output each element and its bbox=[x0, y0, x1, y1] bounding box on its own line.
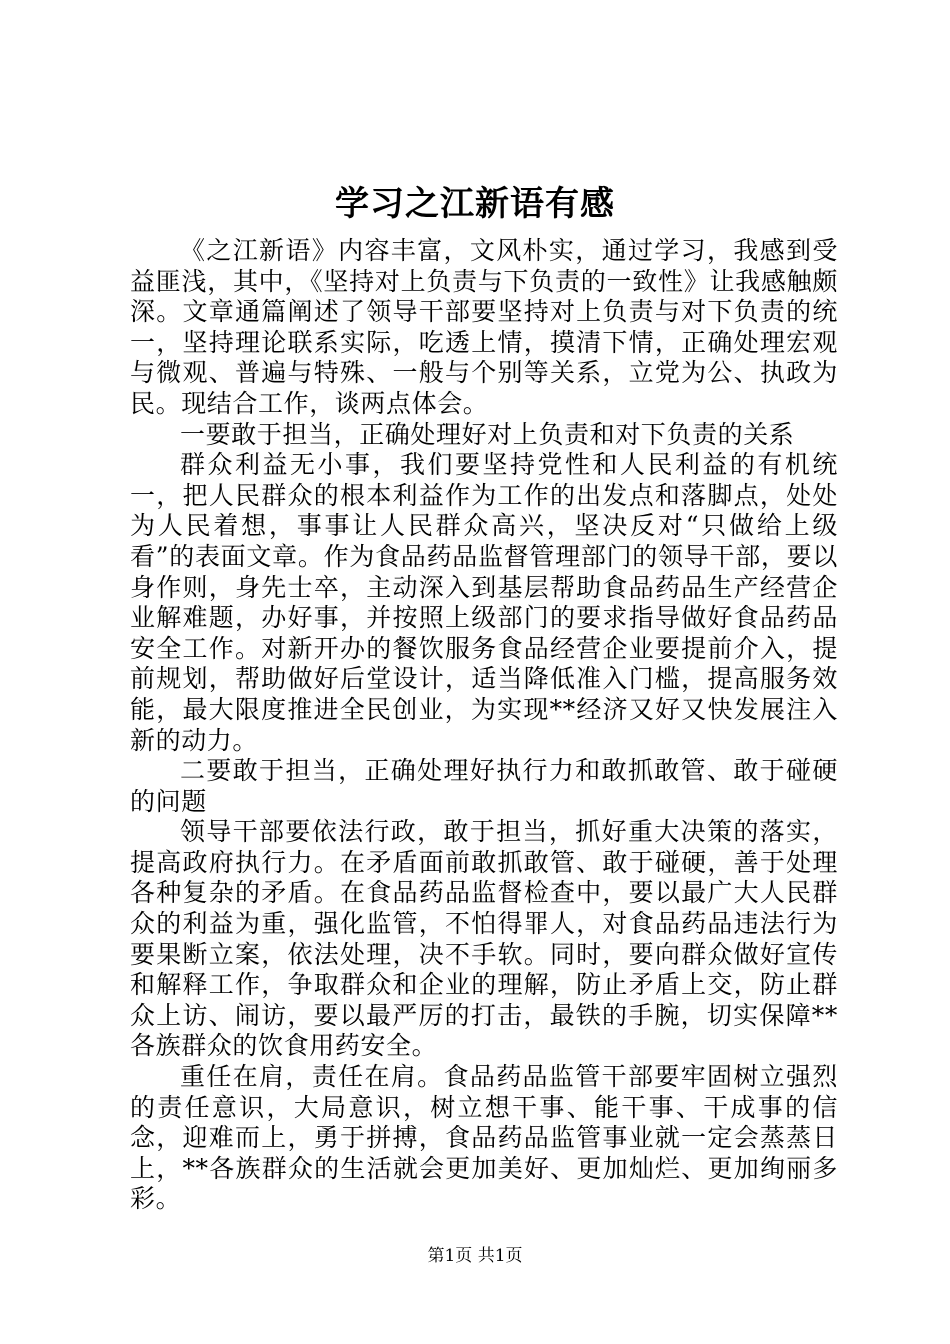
document-title: 学习之江新语有感 bbox=[335, 184, 615, 224]
intro-paragraph: 《之江新语》内容丰富，文风朴实，通过学习，我感到受益匪浅，其中，《坚持对上负责与下负责的一致性》让我感触颇深。文章通篇阐述了领导干部要坚持对上负责与对下负责的统一，坚持理论联系实际，吃透上情，摸清下情，正确处理宏观与微观、普遍与特殊、一般与个别等关系，立党为公、执政为民。现结合工作，谈两点体会。 bbox=[130, 236, 838, 418]
section-heading-2: 二要敢于担当，正确处理好执行力和敢抓敢管、敢于碰硬的问题 bbox=[130, 756, 838, 816]
section-1-paragraph: 群众利益无小事，我们要坚持党性和人民利益的有机统一，把人民群众的根本利益作为工作的出发点和落脚点，处处为人民着想，事事让人民群众高兴，坚决反对“只做给上级看”的表面文章。作为食品药品监督管理部门的领导干部，要以身作则，身先士卒，主动深入到基层帮助食品药品生产经营企业解难题，办好事，并按照上级部门的要求指导做好食品药品安全工作。对新开办的餐饮服务食品经营企业要提前介入，提前规划，帮助做好后堂设计，适当降低准入门槛，提高服务效能，最大限度推进全民创业，为实现**经济又好又快发展注入新的动力。 bbox=[130, 450, 838, 755]
closing-paragraph: 重任在肩，责任在肩。食品药品监管干部要牢固树立强烈的责任意识，大局意识，树立想干事、能干事、干成事的信念，迎难而上，勇于拼搏，食品药品监管事业就一定会蒸蒸日上，**各族群众的生活就会更加美好、更加灿烂、更加绚丽多彩。 bbox=[130, 1062, 838, 1214]
section-heading-1: 一要敢于担当，正确处理好对上负责和对下负责的关系 bbox=[180, 419, 795, 449]
page-number-footer: 第1页 共1页 bbox=[427, 1246, 523, 1266]
section-2-paragraph: 领导干部要依法行政，敢于担当，抓好重大决策的落实，提高政府执行力。在矛盾面前敢抓敢管、敢于碰硬，善于处理各种复杂的矛盾。在食品药品监督检查中，要以最广大人民群众的利益为重，强化监管，不怕得罪人，对食品药品违法行为要果断立案，依法处理，决不手软。同时，要向群众做好宣传和解释工作，争取群众和企业的理解，防止矛盾上交，防止群众上访、闹访，要以最严厉的打击，最铁的手腕，切实保障**各族群众的饮食用药安全。 bbox=[130, 817, 838, 1061]
document-body bbox=[130, 236, 838, 1215]
